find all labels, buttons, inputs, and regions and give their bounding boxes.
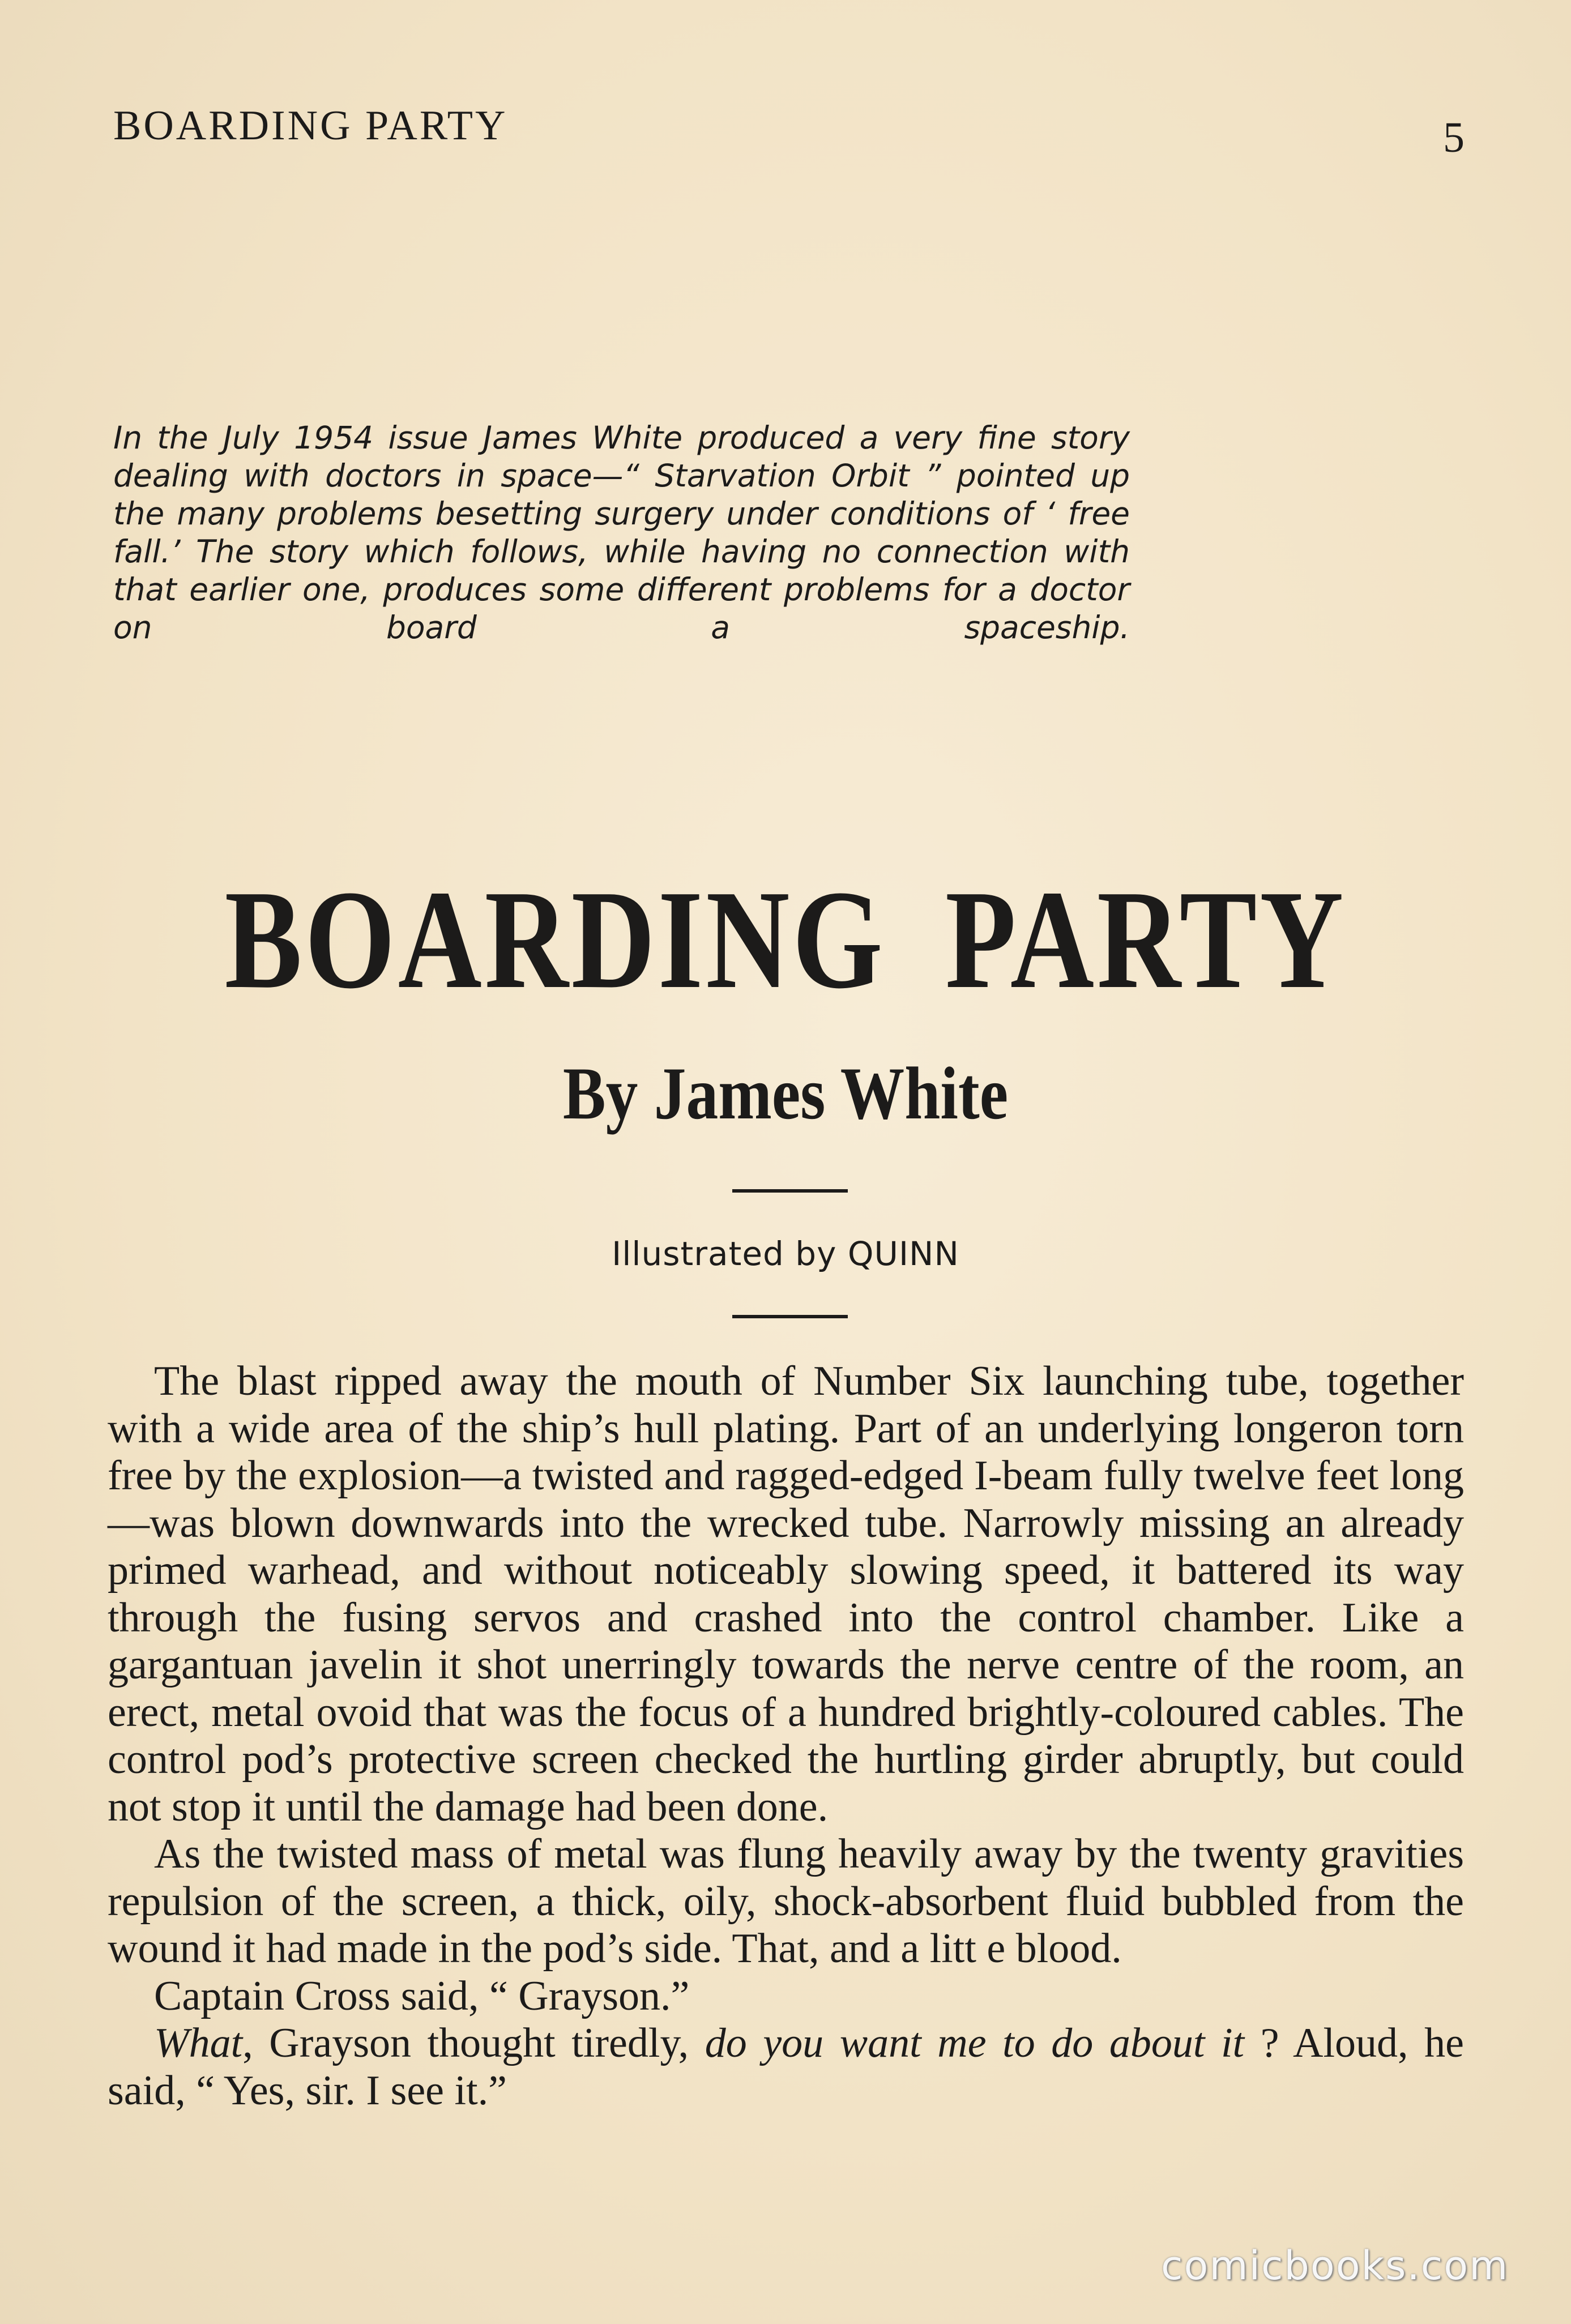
story-byline: By James White: [562, 1052, 1009, 1135]
running-head: BOARDING PARTY: [113, 102, 508, 149]
paragraph: The blast ripped away the mouth of Number Six launching tube, together with a wide area of the ship’s hull plating. Part of an underlying longeron torn free by the explosion—a twisted and ragged-edged I-beam fully twelve feet long—was blown downwards into the wrecked tube. Narrowly missing an already primed warhead, and without noticeably slowing speed, it battered its way through the fusing servos and crashed into the control chamber. Like a gargantuan javelin it shot unerringly towards the nerve centre of the room, an erect, metal ovoid that was the focus of a hundred brightly-coloured cables. The control pod’s protective screen checked the hurtling girder abruptly, but could not stop it until the damage had been done.: [108, 1358, 1464, 1830]
italic-text: What: [154, 2020, 243, 2066]
watermark: comicbooks.com: [1161, 2242, 1509, 2289]
paragraph: Captain Cross said, “ Grayson.”: [154, 1972, 690, 2019]
paragraph: [108, 2020, 1464, 2114]
italic-text: do you want me to do about it: [705, 2020, 1245, 2066]
illustrator-credit: Illustrated by QUINN: [612, 1234, 959, 1273]
divider-rule-bottom: [732, 1315, 848, 1318]
divider-rule-top: [732, 1189, 848, 1193]
paragraph: As the twisted mass of metal was flung heavily away by the twenty gravities repulsion of the screen, a thick, oily, shock-absorbent fluid bubbled from the wound it had made in the pod’s side. That, and a litt e blood.: [108, 1831, 1464, 1972]
story-title: BOARDING PARTY: [224, 861, 1347, 1018]
paragraph-text: , Grayson thought tiredly,: [242, 2020, 705, 2066]
editorial-intro: In the July 1954 issue James White produced a very fine story dealing with doctors in space—“ Starvation Orbit ” pointed up the many problems besetting surgery under conditions of ‘ free fall.’ The story which follows, while having no connection with that earlier one, produces some different problems for a doctor on board a spaceship.: [113, 420, 1130, 646]
story-body: [108, 1358, 1464, 2114]
paragraph-text: ? Aloud, he said, “ Yes, sir. I see it.”: [108, 2020, 1464, 2114]
page-number: 5: [1443, 114, 1465, 161]
